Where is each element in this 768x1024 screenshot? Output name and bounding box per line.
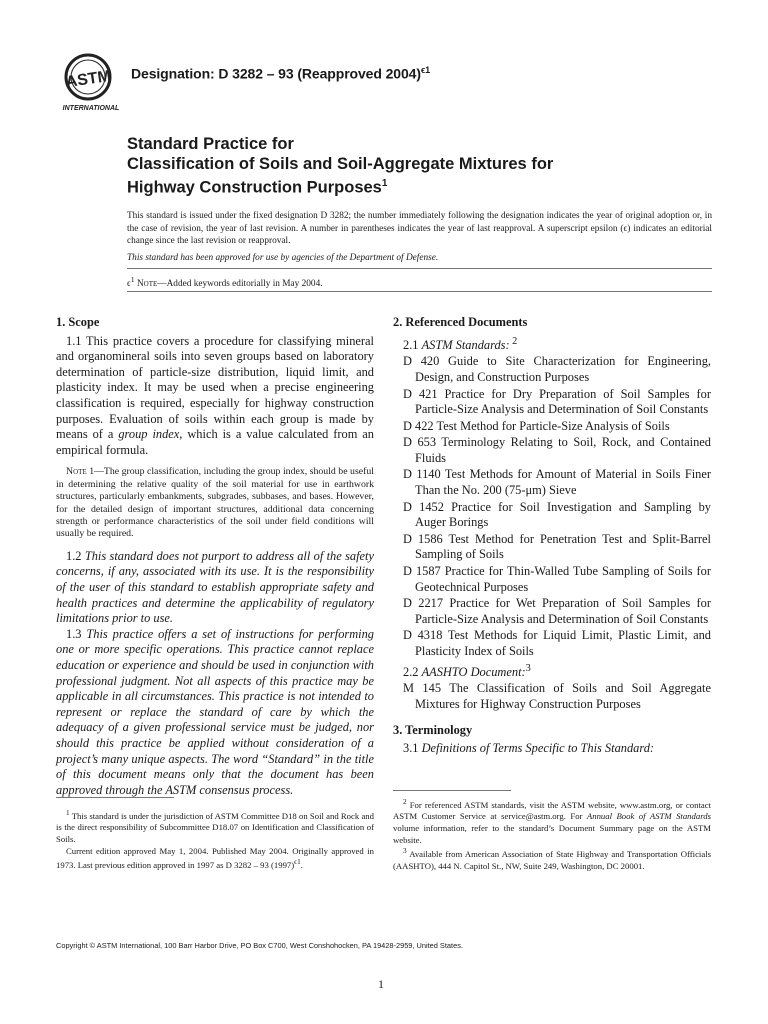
paragraph-1-3: 1.3 This practice offers a set of instructions for performing one or more specific operations. This practice cannot replace education or experience and should be used in conjunction with professional judgment. Not all aspects of this practice may be applicable in all circumstances. This practice is not intended to represent or replace the standard of care by which the adequacy of a given professional service must be judged, nor should this practice be applied without consideration of a project’s many unique aspects. The word “Standard” in the title of this document means only that the document has been approved through the ASTM consensus process. (56, 626, 374, 797)
reference-item: D 1587 Practice for Thin-Walled Tube Sampling of Soils for Geotechnical Purposes (403, 564, 711, 594)
issue-note: This standard is issued under the fixed designation D 3282; the number immediately following the designation indicates the year of original adoption or, in the case of revision, the year of last revision. A number in parentheses indicates the year of last reapproval. A superscript epsilon (ϵ) indicates an editorial change since the last revision or reapproval. (127, 211, 712, 247)
section-heading-references: 2. Referenced Documents (393, 315, 528, 329)
page-number: 1 (378, 977, 384, 991)
footnote-divider (393, 790, 511, 791)
reference-item: D 420 Guide to Site Characterization for Engineering, Design, and Construction Purposes (403, 354, 711, 384)
footnote-2: $^2$ For referenced ASTM standards, visit the ASTM website, www.astm.org, or contact ASTM Customer Service at service@astm.org. For Annual Book of ASTM Standards volume information, refer to the standard’s Document Summary page on the ASTM website. (393, 798, 711, 845)
aashto-document-label: 2.2 AASHTO Document:$^3$ (403, 662, 531, 679)
editorial-note: $\epsilon^1$ Note—Added keywords editorially in May 2004. (127, 275, 323, 290)
reference-item: D 421 Practice for Dry Preparation of Soil Samples for Particle-Size Analysis and Determination of Soil Constants (403, 386, 711, 417)
section-heading-scope: 1. Scope (56, 315, 100, 329)
footnote-1: $^1$ This standard is under the jurisdiction of ASTM Committee D18 on Soil and Rock and is the direct responsibility of Subcommittee D18.07 on Identification and Classification of Soils. Current edition approved May 1, 2004. Published May 2004. Originally approved in 1973. Last previous edition approved in 1997 as D 3282 – 93 $(1997)^{\epsilon 1}$. (56, 809, 374, 871)
reference-item: D 1140 Test Methods for Amount of Material in Soils Finer Than the No. 200 (75-μm) Sieve (403, 467, 711, 498)
reference-item: D 422 Test Method for Particle-Size Analysis of Soils (403, 418, 670, 433)
title-line-2: Classification of Soils and Soil-Aggregate Mixtures for (127, 154, 554, 173)
astm-standards-label: 2.1 ASTM Standards: $^2$ (403, 335, 518, 352)
reference-list (393, 354, 711, 659)
right-column (393, 315, 711, 758)
astm-logo (58, 52, 122, 114)
dod-approval-note: This standard has been approved for use by agencies of the Department of Defense. (127, 253, 439, 263)
reference-item: M 145 The Classification of Soils and Soil Aggregate Mixtures for Highway Construction Purposes (403, 681, 711, 711)
footnote-3: $^3$ Available from American Association of State Highway and Transportation Officials (AASHTO), 444 N. Capitol St., NW, Suite 249, Washington, DC 20001. (393, 847, 711, 871)
logo-text: ASTM (64, 67, 112, 92)
footnotes-2-3 (393, 797, 711, 872)
section-heading-terminology: 3. Terminology (393, 722, 473, 737)
reference-item: D 653 Terminology Relating to Soil, Rock, and Contained Fluids (403, 435, 711, 465)
reference-item: D 4318 Test Methods for Liquid Limit, Plastic Limit, and Plasticity Index of Soils (403, 628, 711, 658)
left-column (56, 315, 374, 798)
designation: Designation: D 3282 – 93 (Reapproved 2004)$^{\epsilon 1}$ (131, 65, 431, 82)
reference-item: D 2217 Practice for Wet Preparation of Soil Samples for Particle-Size Analysis and Determination of Soil Constants (403, 596, 711, 626)
title-line-1: Standard Practice for (127, 135, 294, 153)
footnote-divider (56, 797, 174, 798)
document-title (127, 135, 553, 198)
note-1: Note 1—The group classification, including the group index, should be useful in determining the relative quality of the soil material for use in earthwork structures, particularly embankments, subgrades, subbases, and bases. However, for the detailed design of important structures, additional data concerning strength or performance characteristics of the soil under field conditions will usually be required. (56, 466, 374, 540)
divider (127, 291, 712, 292)
paragraph-1-1: 1.1 This practice covers a procedure for classifying mineral and organomineral soils into seven groups based on laboratory determination of particle-size distribution, liquid limit, and plasticity index. It may be used when a precise engineering classification is required, especially for highway construction purposes. Evaluation of soils within each group is made by means of a group index, which is a value calculated from an empirical formula. (56, 333, 374, 457)
paragraph-1-2: 1.2 This standard does not purport to address all of the safety concerns, if any, associated with its use. It is the responsibility of the user of this standard to establish appropriate safety and health practices and determine the applicability of regulatory limitations prior to use. (56, 548, 374, 626)
designation-mark: ϵ1 (420, 65, 431, 75)
copyright-line: Copyright © ASTM International, 100 Barr Harbor Drive, PO Box C700, West Conshohocken, PA 19428-2959, United States. (56, 941, 463, 950)
logo-subtext: INTERNATIONAL (62, 105, 120, 112)
divider (127, 268, 712, 269)
paragraph-3-1: 3.1 Definitions of Terms Specific to This Standard: (403, 741, 655, 756)
title-line-3: Highway Construction Purposes$^1$ (127, 178, 388, 197)
reference-item: D 1452 Practice for Soil Investigation and Sampling by Auger Borings (403, 499, 711, 530)
reference-item: D 1586 Test Method for Penetration Test and Split-Barrel Sampling of Soils (403, 531, 711, 562)
